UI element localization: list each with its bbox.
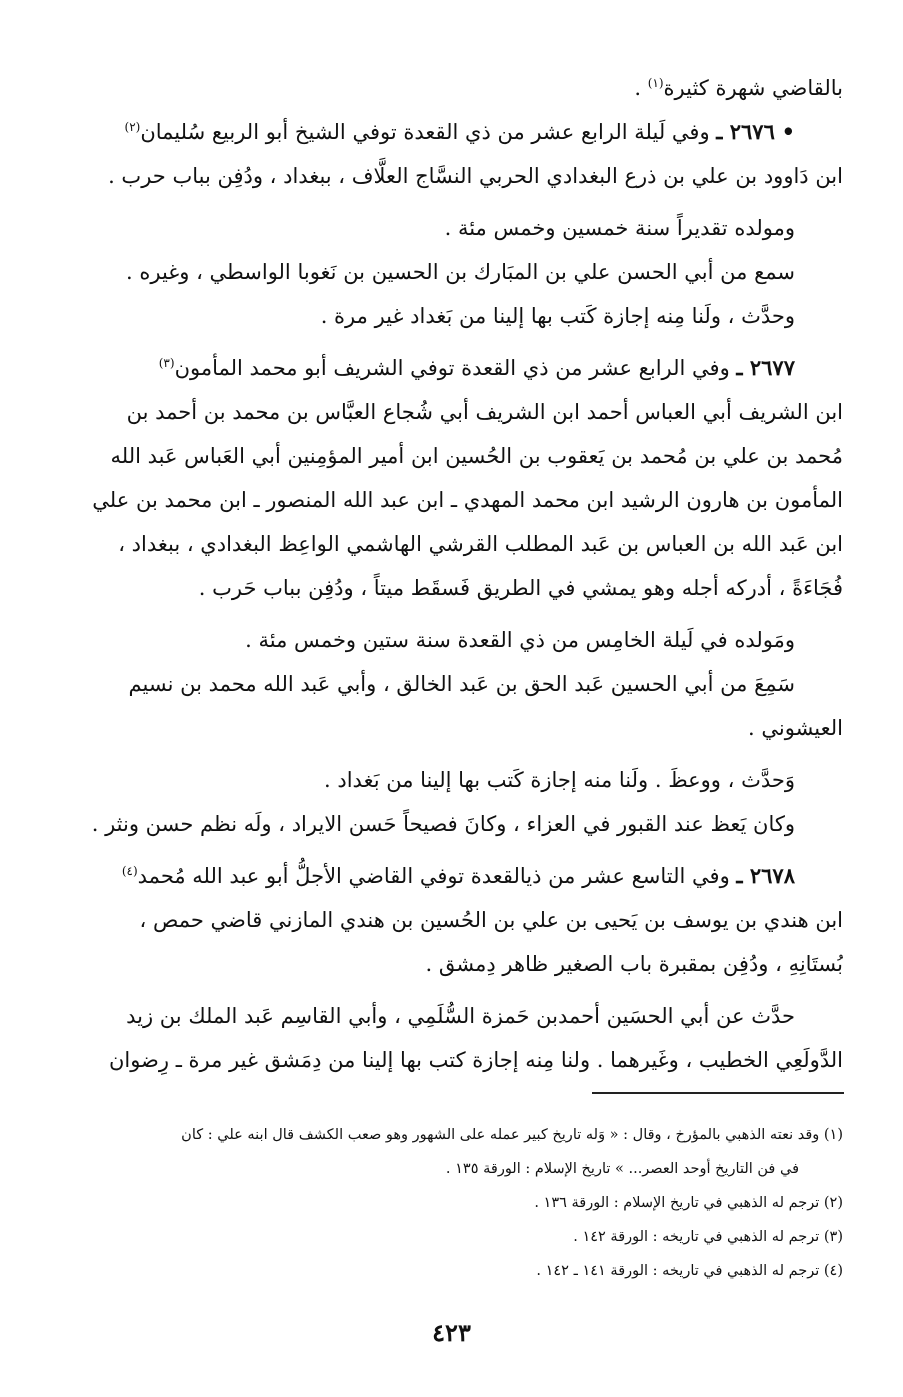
text-line	[76, 994, 843, 1038]
text-line	[76, 662, 843, 706]
text-line	[76, 110, 843, 154]
footnote-ref: (٢)	[124, 120, 141, 134]
line-text: الدَّولَعِي الخطيب ، وغَيرهما . ولنا مِنه إجازة كتب بها إلينا من دِمَشق غير مرة ـ رِضوان	[108, 1048, 843, 1072]
line-text: العيشوني .	[748, 716, 843, 740]
text-line	[76, 618, 843, 662]
text-line	[76, 66, 843, 110]
line-text: ابن دَاوود بن علي بن ذرع البغدادي الحربي النسَّاج العلَّاف ، ببغداد ، ودُفِن بباب حرب .	[108, 164, 843, 188]
line-tail: .	[634, 76, 648, 100]
text-line	[76, 206, 843, 250]
line-text: سمع من أبي الحسن علي بن المبَارك بن الحسين بن نَغوبا الواسطي ، وغيره .	[126, 260, 795, 284]
line-text: ومَولده في لَيلة الخامِس من ذي القعدة سنة ستين وخمس مئة .	[245, 628, 795, 652]
line-text: ابن هندي بن يوسف بن يَحيى بن علي بن الحُسين بن هندي المازني قاضي حمص ،	[139, 908, 843, 932]
line-text: وفي لَيلة الرابع عشر من ذي القعدة توفي الشيخ أبو الربيع سُليمان	[140, 120, 717, 144]
entry-number: ٢٦٧٦ ـ	[716, 119, 775, 144]
line-text: بالقاضي شهرة كثيرة	[663, 76, 843, 100]
footnote-line: في فن التاريخ أوحد العصر... » تاريخ الإسلام : الورقة ١٣٥ .	[445, 1161, 799, 1177]
line-text: بُستَانِهِ ، ودُفِن بمقبرة باب الصغير ظاهر دِمشق .	[425, 952, 843, 976]
text-line	[76, 854, 843, 898]
page-number: ٤٢٣	[432, 1318, 471, 1347]
text-line	[76, 250, 843, 294]
footnote-ref: (١)	[647, 76, 664, 90]
line-text: ابن الشريف أبي العباس أحمد ابن الشريف أبي شُجاع العبَّاس بن محمد بن أحمد بن	[126, 400, 843, 424]
entry-number: ٢٦٧٨ ـ	[736, 863, 795, 888]
bullet-mark: •	[781, 119, 795, 144]
text-line	[76, 802, 843, 846]
text-line	[76, 758, 843, 802]
footnote-line: (٢) ترجم له الذهبي في تاريخ الإسلام : الورقة ١٣٦ .	[534, 1195, 843, 1211]
line-text: ابن عَبد الله بن العباس بن عَبد المطلب القرشي الهاشمي الواعِظ البغدادي ، ببغداد ،	[118, 532, 843, 556]
text-line	[76, 154, 843, 198]
text-line	[76, 898, 843, 942]
text-line	[76, 390, 843, 434]
entry-number: ٢٦٧٧ ـ	[736, 355, 795, 380]
line-text: وحدَّث ، ولَنا مِنه إجازة كَتب بها إلينا من بَغداد غير مرة .	[320, 304, 795, 328]
footnote-line: (٤) ترجم له الذهبي في تاريخه : الورقة ١٤١ ـ ١٤٢ .	[536, 1263, 843, 1279]
line-text: ومولده تقديراً سنة خمسين وخمس مئة .	[444, 216, 795, 240]
footnote-line: (١) وقد نعته الذهبي بالمؤرخ ، وقال : « وَله تاريخ كبير عمله على الشهور وهو صعب الكشف قال ابنه علي : كان	[181, 1127, 843, 1143]
text-line	[76, 294, 843, 338]
text-line	[76, 942, 843, 986]
footnote-line: (٣) ترجم له الذهبي في تاريخه : الورقة ١٤٢ .	[573, 1229, 843, 1245]
text-line	[76, 434, 843, 478]
text-line	[76, 706, 843, 750]
line-text: سَمِعَ من أبي الحسين عَبد الحق بن عَبد الخالق ، وأبي عَبد الله محمد بن نسيم	[128, 672, 795, 696]
text-line	[76, 478, 843, 522]
line-text: وكان يَعظ عند القبور في العزاء ، وكانَ فصيحاً حَسن الايراد ، ولَه نظم حسن ونثر .	[91, 812, 795, 836]
line-text: فُجَاءَةً ، أدركه أجله وهو يمشي في الطريق فَسقَط ميتاً ، ودُفِن بباب حَرب .	[198, 576, 843, 600]
line-text: مُحمد بن علي بن مُحمد بن يَعقوب بن الحُسين ابن أمير المؤمِنين أبي العَباس عَبد الله	[110, 444, 843, 468]
text-line	[76, 1038, 843, 1082]
line-text: وَحدَّث ، ووعظَ . ولَنا منه إجازة كَتب بها إلينا من بَغداد .	[324, 768, 795, 792]
line-text: وفي الرابع عشر من ذي القعدة توفي الشريف أبو محمد المأمون	[174, 356, 737, 380]
footnote-separator	[592, 1092, 844, 1094]
text-line	[76, 566, 843, 610]
line-text: وفي التاسع عشر من ذيالقعدة توفي القاضي الأجلُّ أبو عبد الله مُحمد	[137, 864, 737, 888]
footnotes	[76, 1118, 843, 1288]
footnote-ref: (٣)	[158, 356, 175, 370]
body-text	[76, 66, 843, 1082]
line-text: حدَّث عن أبي الحسَين أحمدبن حَمزة السُّلَمِي ، وأبي القاسِم عَبد الملك بن زيد	[126, 1004, 795, 1028]
line-text: المأمون بن هارون الرشيد ابن محمد المهدي ـ ابن عبد الله المنصور ـ ابن محمد بن علي	[92, 488, 843, 512]
text-line	[76, 522, 843, 566]
footnote-ref: (٤)	[121, 864, 138, 878]
text-line	[76, 346, 843, 390]
